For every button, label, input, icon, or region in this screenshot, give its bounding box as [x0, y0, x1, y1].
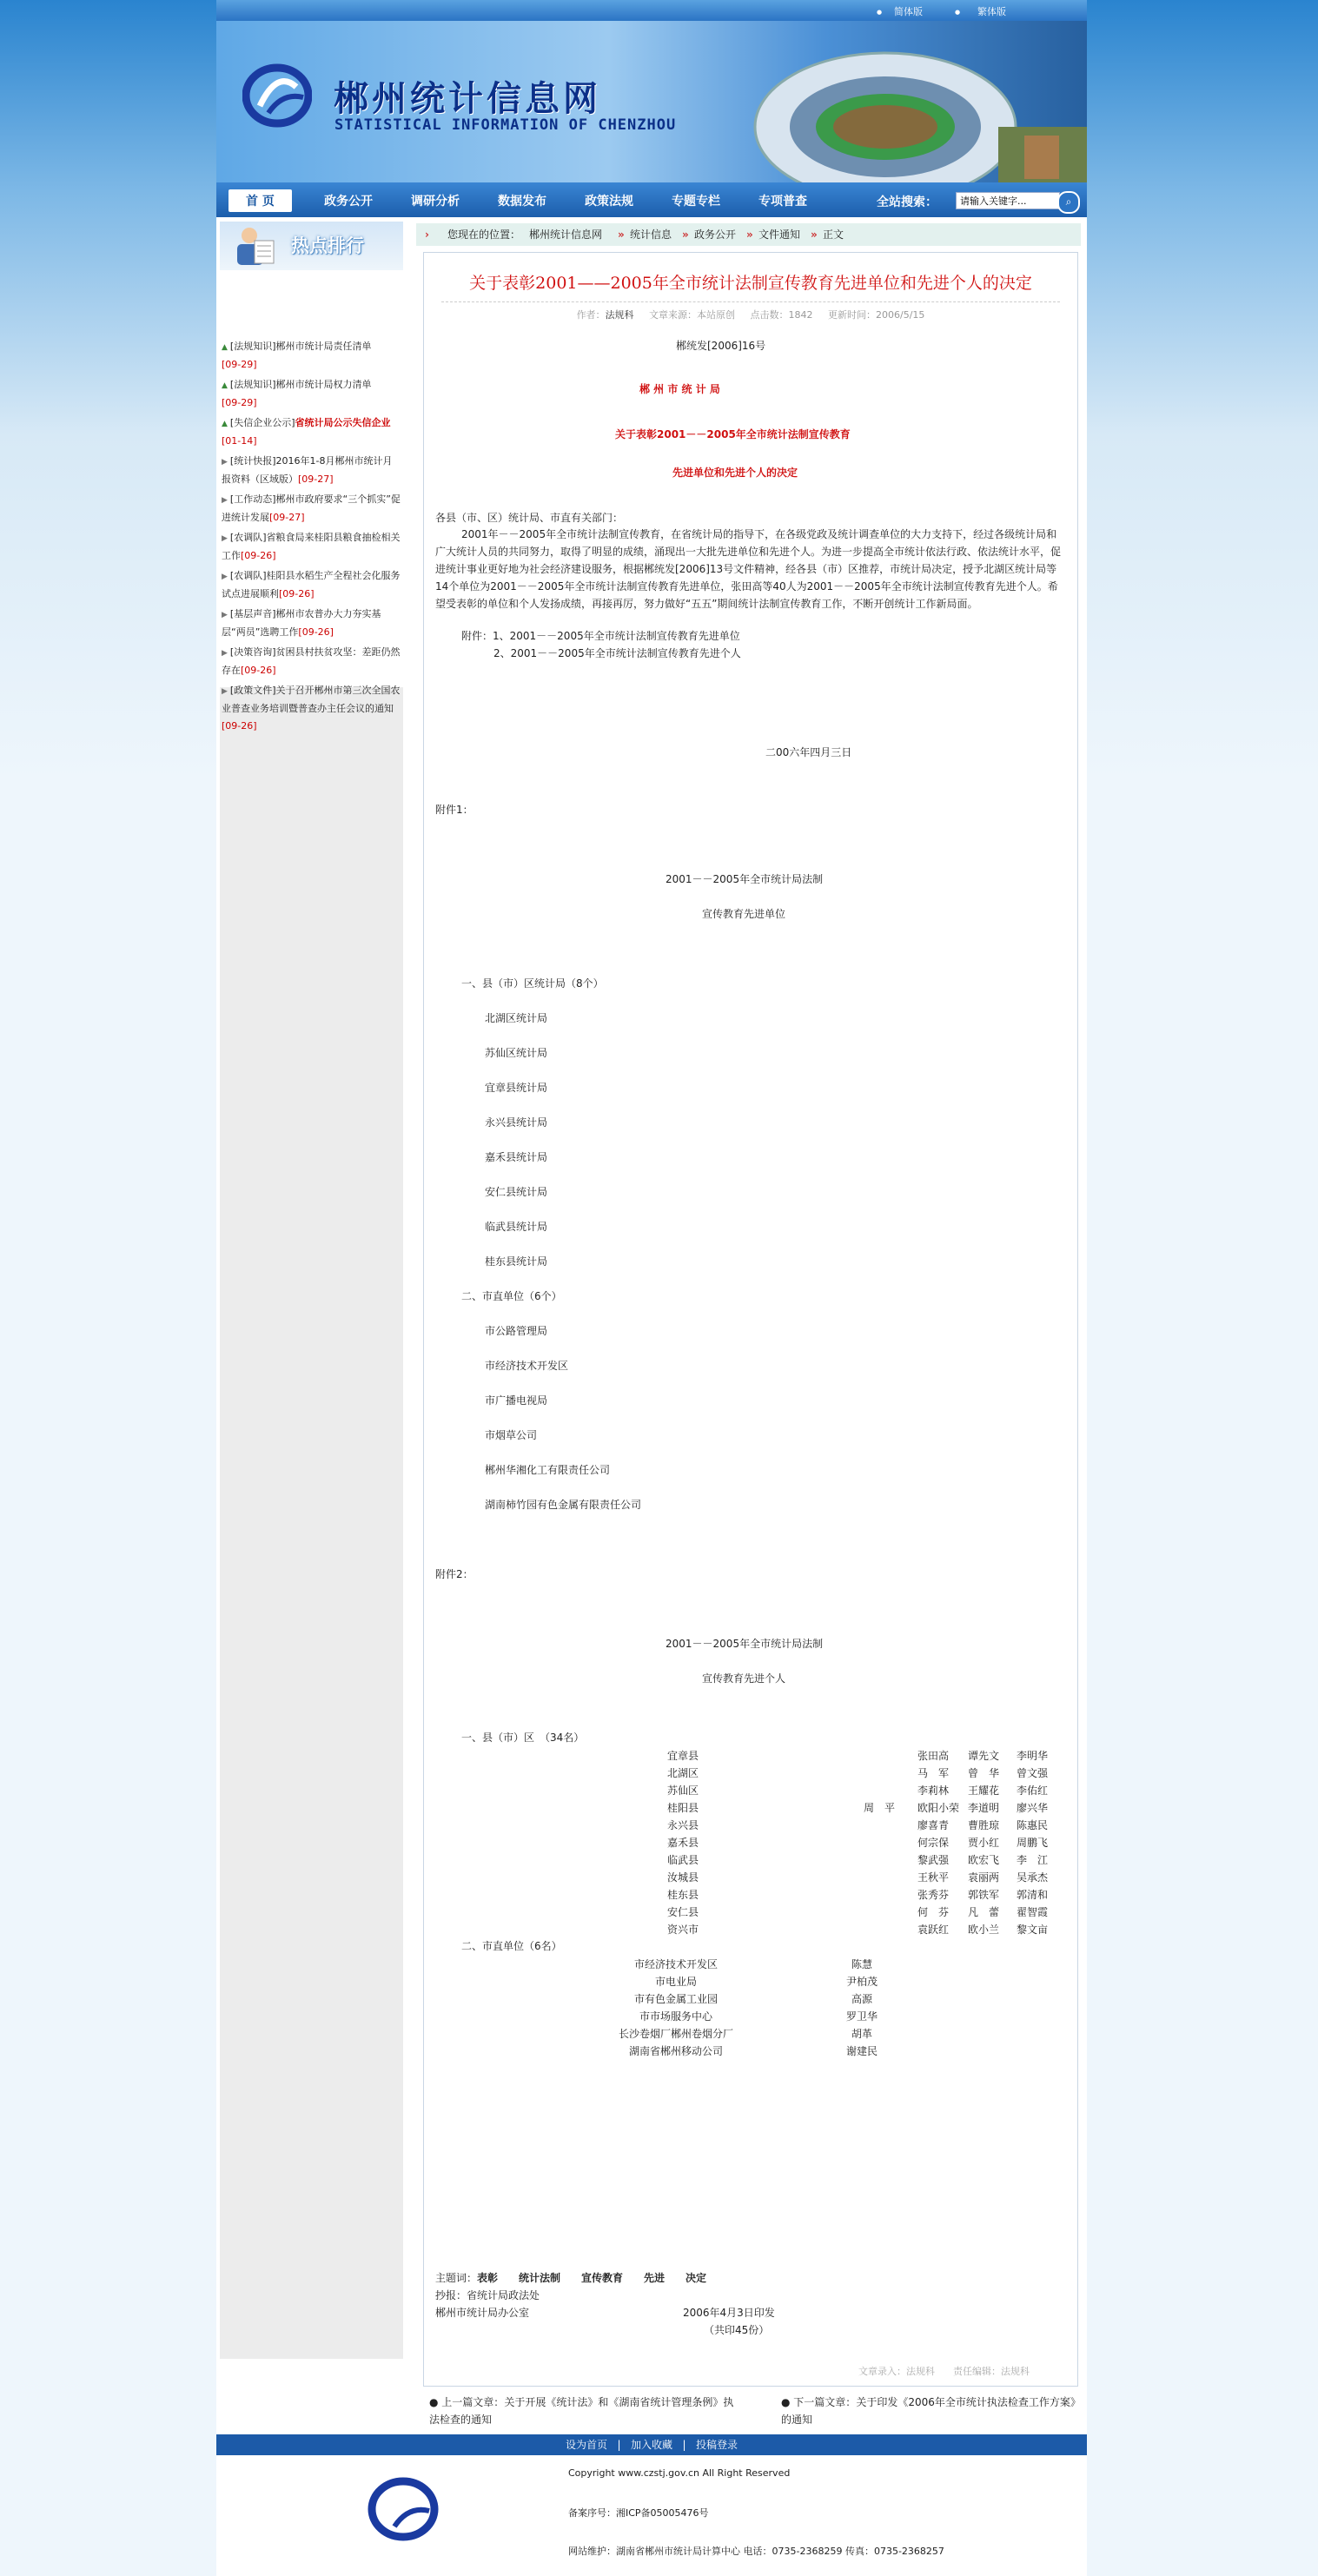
attachment-2-title-2: 宣传教育先进个人: [702, 1672, 786, 1685]
item-title: 关于召开郴州市第三次全国农业普查业务培训暨普查办主任会议的通知: [222, 685, 401, 714]
person-name: 李 江: [1017, 1854, 1049, 1866]
breadcrumb-item[interactable]: 文件通知: [758, 228, 801, 241]
item-date: [09-29]: [222, 397, 257, 408]
triangle-up-icon: ▲: [222, 381, 228, 390]
item-date: [09-26]: [279, 588, 315, 599]
person-name: [864, 1904, 895, 1921]
previous-article[interactable]: ● 上一篇文章：关于开展《统计法》和《湖南省统计管理条例》执法检查的通知: [429, 2396, 734, 2426]
nav-home[interactable]: 首 页: [228, 189, 292, 212]
person-name: 张秀芬: [917, 1889, 950, 1901]
maintainer-info: 网站维护：湖南省郴州市统计局计算中心 电话：0735-2368259 传真：0735-2368257: [568, 2546, 944, 2557]
item-title: 郴州市统计局责任清单: [275, 341, 372, 352]
person-name: [864, 1782, 895, 1799]
item-title: 贫困县村扶贫攻坚：差距仍然存在: [222, 646, 401, 676]
unit-names-column: [836, 1956, 888, 2060]
person-name: 李莉林: [917, 1785, 950, 1797]
item-category: [基层声音]: [229, 608, 276, 619]
updated-label: 更新时间：: [828, 309, 877, 321]
site-subtitle: STATISTICAL INFORMATION OF CHENZHOU: [334, 116, 677, 134]
header-banner: [216, 21, 1087, 182]
person-name: 凡 蕾: [968, 1906, 1000, 1918]
person-name: 李佑红: [1017, 1785, 1049, 1797]
item-category: [失信企业公示]: [229, 417, 295, 428]
attachment-1-title-2: 宣传教育先进单位: [702, 908, 786, 920]
article-meta: [424, 308, 1077, 321]
editor: 法规科: [1000, 2366, 1030, 2377]
main-navigation: [216, 182, 1087, 217]
author: 法规科: [605, 309, 634, 321]
triangle-right-icon: ▶: [222, 573, 228, 581]
breadcrumb-item[interactable]: 政务公开: [694, 228, 737, 241]
body-paragraph: 2001年－－2005年全市统计法制宣传教育，在省统计局的指导下，在各级党政及统计调查单位的大力支持下，经过各级统计局和广大统计人员的共同努力，取得了明显的成绩，涌现出一大批先进单位和先进个人。为进一步提高全市统计依法行政、依法统计水平，促进统计事业更好地为社会经济建设服务，根据郴统发[2006]13号文件精神，经各县（市）区推荐，市统计局决定，授予北湖区统计局等14个单位为2001－－2005年全市统计法制宣传教育先进单位，张田高等40人为2001－－2005年全市统计法制宣传教育先进个人。希望受表彰的单位和个人发扬成绩，再接再厉，努力做好“五五”期间统计法制宣传教育工作，不断开创统计工作新局面。: [435, 528, 1062, 610]
simplified-chinese-link[interactable]: 简体版: [894, 6, 923, 17]
heading-line-1: 关于表彰2001－－2005年全市统计法制宣传教育: [615, 428, 851, 440]
person-name: 何宗保: [917, 1837, 950, 1849]
person-name: 曾 华: [968, 1767, 1000, 1779]
double-arrow-icon: »: [682, 228, 689, 241]
divider: [441, 301, 1060, 302]
keywords-label: 主题词：: [435, 2272, 478, 2284]
breadcrumb-label: 您现在的位置：: [447, 228, 521, 241]
unit-name: 市经济技术开发区: [633, 1958, 718, 1970]
set-homepage-link[interactable]: 设为首页: [566, 2439, 608, 2451]
salutation: 各县（市、区）统计局、市直有关部门：: [435, 512, 624, 524]
attachment-1-title-1: 2001－－2005年全市统计局法制: [666, 873, 824, 885]
list-item[interactable]: [222, 682, 401, 735]
page-container: [216, 0, 1087, 2576]
unit-name: 市市场服务中心: [639, 2010, 712, 2023]
person-name: 罗卫华: [845, 2010, 878, 2023]
hot-ranking-title: 热点排行: [291, 235, 364, 256]
item-date: [09-27]: [269, 512, 305, 523]
item-category: [法规知识]: [229, 341, 276, 352]
attachment-2-title-1: 2001－－2005年全市统计局法制: [666, 1638, 824, 1650]
person-name: 贾小红: [968, 1837, 1000, 1849]
person-name: [864, 1886, 895, 1904]
attachment-1-label: 附件1：: [435, 804, 474, 816]
county-column: [667, 1747, 699, 1938]
triangle-right-icon: ▶: [222, 649, 228, 658]
list-item: 桂东县统计局: [485, 1255, 548, 1268]
list-item[interactable]: [222, 529, 401, 565]
person-name: [864, 1765, 895, 1782]
person-name: 何 芬: [917, 1906, 950, 1918]
person-name: 黎武强: [917, 1854, 950, 1866]
county-name: 嘉禾县: [667, 1837, 699, 1849]
county-name: 资兴市: [667, 1924, 699, 1936]
heading-line-2: 先进单位和先进个人的决定: [672, 467, 798, 479]
person-name: [864, 1817, 895, 1834]
attachment-2-label: 附件2：: [435, 1568, 474, 1580]
section-individuals-city-units: 二、市直单位（6名）: [461, 1940, 562, 1952]
names-column-c: [968, 1747, 999, 1938]
article-panel: [423, 252, 1078, 2387]
print-date: 2006年4月3日印发: [683, 2307, 775, 2319]
list-item: 苏仙区统计局: [485, 1047, 548, 1059]
person-name: [864, 1921, 895, 1938]
author-label: 作者：: [576, 309, 606, 321]
double-arrow-icon: »: [618, 228, 625, 241]
issuer: 郴 州 市 统 计 局: [639, 383, 720, 395]
item-date: [01-14]: [222, 435, 257, 447]
nav-special-census[interactable]: 专项普查: [758, 195, 807, 209]
person-name: 廖喜青: [917, 1819, 950, 1831]
sidebar: [220, 222, 403, 2359]
list-item: 市公路管理局: [485, 1325, 548, 1337]
item-date: [09-26]: [241, 550, 276, 561]
item-title: 省粮食局来桂阳县粮食抽检相关工作: [222, 532, 401, 561]
person-name: 马 军: [917, 1767, 950, 1779]
person-name: 袁跃红: [917, 1924, 950, 1936]
list-item: 市烟草公司: [485, 1429, 538, 1441]
person-name: 郭清和: [1017, 1889, 1049, 1901]
units-column: [598, 1956, 754, 2060]
section-city-units: 二、市直单位（6个）: [461, 1290, 562, 1302]
editor-label: 责任编辑：: [952, 2366, 1001, 2377]
footer-logo: [364, 2474, 442, 2544]
updated: 2006/5/15: [876, 309, 925, 321]
person-name: 翟智霞: [1017, 1906, 1049, 1918]
list-item[interactable]: [222, 414, 401, 450]
person-name: 胡革: [851, 2028, 872, 2040]
breadcrumb-item[interactable]: 统计信息: [630, 228, 672, 241]
person-name: 尹柏茂: [845, 1976, 878, 1988]
item-category: [政策文件]: [229, 685, 276, 696]
unit-name: 长沙卷烟厂郴州卷烟分厂: [618, 2028, 733, 2040]
hits-label: 点击数：: [750, 309, 789, 321]
previous-label: 上一篇文章：: [441, 2396, 505, 2408]
nav-research-analysis[interactable]: 调研分析: [411, 195, 460, 209]
stadium-image: [738, 31, 1087, 182]
person-name: [864, 1851, 895, 1869]
person-name: 李道明: [968, 1802, 1000, 1814]
person-name: 陈慧: [851, 1958, 872, 1970]
county-name: 宜章县: [667, 1750, 699, 1762]
copies: （共印45份）: [704, 2324, 770, 2336]
county-name: 苏仙区: [667, 1785, 699, 1797]
dot-separator-icon: ●: [955, 9, 961, 16]
triangle-up-icon: ▲: [222, 420, 228, 428]
item-category: [农调队]: [229, 532, 267, 543]
next-label: 下一篇文章：: [793, 2396, 857, 2408]
county-name: 安仁县: [667, 1906, 699, 1918]
person-name: 谭先文: [968, 1750, 1000, 1762]
county-name: 临武县: [667, 1854, 699, 1866]
list-item: 北湖区统计局: [485, 1012, 548, 1024]
item-category: [决策咨询]: [229, 646, 276, 658]
list-item: 宜章县统计局: [485, 1082, 548, 1094]
unit-name: 市电业局: [654, 1976, 697, 1988]
nav-policy-regulations[interactable]: 政策法规: [585, 195, 633, 209]
person-name: 欧宏飞: [968, 1854, 1000, 1866]
person-name: 王耀花: [968, 1785, 1000, 1797]
person-name: 黎文亩: [1017, 1924, 1049, 1936]
issue-date: 二00六年四月三日: [765, 746, 852, 758]
footer-links: 设为首页 | 加入收藏 | 投稿登录: [216, 2434, 1087, 2455]
list-item: 安仁县统计局: [485, 1186, 548, 1198]
item-category: [工作动态]: [229, 493, 276, 505]
section-individuals-counties: 一、县（市）区 （34名）: [461, 1732, 585, 1744]
page-background-left: [0, 0, 216, 2576]
person-name: 欧小兰: [968, 1924, 1000, 1936]
triangle-right-icon: ▶: [222, 611, 228, 619]
list-item: 郴州华湘化工有限责任公司: [485, 1464, 611, 1476]
hot-ranking-list: [220, 270, 403, 732]
list-item: 市广播电视局: [485, 1394, 548, 1407]
item-date: [09-27]: [298, 473, 334, 485]
nav-data-release[interactable]: 数据发布: [498, 195, 546, 209]
list-item: 市经济技术开发区: [485, 1360, 569, 1372]
list-item[interactable]: [222, 644, 401, 679]
person-name: 高源: [851, 1993, 872, 2005]
county-name: 桂东县: [667, 1889, 699, 1901]
copyright: Copyright www.czstj.gov.cn All Right Reserved: [568, 2467, 791, 2479]
top-bar: [216, 0, 1087, 21]
person-name: 谢建民: [845, 2045, 878, 2057]
list-item[interactable]: [222, 606, 401, 641]
nav-special-topics[interactable]: 专题专栏: [672, 195, 720, 209]
submit-login-link[interactable]: 投稿登录: [695, 2439, 738, 2451]
person-name: [864, 1869, 895, 1886]
breadcrumb: [416, 223, 1081, 246]
county-name: 北湖区: [667, 1767, 699, 1779]
person-name: 欧阳小荣: [917, 1802, 960, 1814]
person-name: 王秋平: [917, 1871, 950, 1884]
triangle-right-icon: ▶: [222, 687, 228, 696]
add-favorite-link[interactable]: 加入收藏: [630, 2439, 672, 2451]
person-name: 曹胜琼: [968, 1819, 1000, 1831]
office: 郴州市统计局办公室: [435, 2307, 530, 2319]
page-background-right: [1087, 0, 1318, 2576]
item-date: [09-26]: [241, 665, 276, 676]
document-number: 郴统发[2006]16号: [676, 340, 766, 352]
item-title: 省统计局公示失信企业: [295, 417, 391, 428]
person-name: 袁丽两: [968, 1871, 1000, 1884]
item-title: 郴州市农普办大力夯实基层“两员”选聘工作: [222, 608, 381, 638]
dot-separator-icon: ●: [877, 9, 883, 16]
person-name: 周鹏飞: [1017, 1837, 1049, 1849]
county-name: 汝城县: [667, 1871, 699, 1884]
triangle-right-icon: ▶: [222, 458, 228, 467]
person-name: 郭铁军: [968, 1889, 1000, 1901]
source: 本站原创: [697, 309, 736, 321]
search-button[interactable]: ⌕: [1057, 191, 1080, 214]
list-item[interactable]: [222, 491, 401, 526]
person-name: 曾文强: [1017, 1767, 1049, 1779]
item-title: 郴州市政府要求“三个抓实”促进统计发展: [222, 493, 401, 523]
next-article[interactable]: ● 下一篇文章：关于印发《2006年全市统计执法检查工作方案》的通知: [781, 2396, 1076, 2426]
section-counties: 一、县（市）区统计局（8个）: [461, 977, 604, 990]
breadcrumb-home[interactable]: 郴州统计信息网: [529, 228, 603, 241]
county-name: 永兴县: [667, 1819, 699, 1831]
article-title: 关于表彰2001——2005年全市统计法制宣传教育先进单位和先进个人的决定: [469, 274, 1032, 293]
triangle-right-icon: ▶: [222, 534, 228, 543]
person-name: 廖兴华: [1017, 1802, 1049, 1814]
item-category: [法规知识]: [229, 379, 276, 390]
person-name: 陈惠民: [1017, 1819, 1049, 1831]
next-link[interactable]: 关于印发《2006年全市统计执法检查工作方案》的通知: [781, 2396, 1076, 2426]
hits: 1842: [788, 309, 813, 321]
item-category: [农调队]: [229, 570, 267, 581]
icp-number: 备案序号：湘ICP备05005476号: [568, 2507, 709, 2519]
traditional-chinese-link[interactable]: 繁体版: [977, 6, 1006, 17]
list-item: 湖南柿竹园有色金属有限责任公司: [485, 1499, 642, 1511]
search-label: 全站搜索：: [877, 195, 937, 209]
arrow-icon: ›: [425, 228, 429, 241]
county-name: 桂阳县: [667, 1802, 699, 1814]
breadcrumb-current: 正文: [823, 228, 844, 241]
article-footer-meta: [858, 2364, 1030, 2378]
nav-government-affairs[interactable]: 政务公开: [324, 195, 373, 209]
unit-name: 湖南省郴州移动公司: [628, 2045, 723, 2057]
names-column-d: [1017, 1747, 1048, 1938]
triangle-up-icon: ▲: [222, 343, 228, 352]
previous-link[interactable]: 关于开展《统计法》和《湖南省统计管理条例》执法检查的通知: [429, 2396, 734, 2426]
list-item[interactable]: [222, 376, 401, 412]
site-logo: [242, 61, 312, 130]
entry: 法规科: [906, 2366, 935, 2377]
person-name: [864, 1834, 895, 1851]
person-name: 吴承杰: [1017, 1871, 1049, 1884]
item-date: [09-26]: [298, 626, 334, 638]
keywords: 表彰 统计法制 宣传教育 先进 决定: [477, 2272, 707, 2284]
list-item: 嘉禾县统计局: [485, 1151, 548, 1163]
names-column-a: [864, 1747, 895, 1938]
person-name: [864, 1747, 895, 1765]
source-label: 文章来源：: [649, 309, 698, 321]
footer: [216, 2455, 1087, 2576]
unit-name: 市有色金属工业园: [633, 1993, 718, 2005]
person-name: 张田高: [917, 1750, 950, 1762]
reader-icon: [230, 225, 279, 268]
item-title: 2016年1-8月郴州市统计月报资料（区域版）: [222, 455, 393, 485]
hot-ranking-header: [220, 222, 403, 270]
list-item[interactable]: [222, 453, 401, 488]
list-item: 临武县统计局: [485, 1221, 548, 1233]
double-arrow-icon: »: [811, 228, 818, 241]
attachment-list: 附件：1、2001－－2005年全市统计法制宣传教育先进单位: [461, 630, 740, 642]
list-item: 永兴县统计局: [485, 1116, 548, 1129]
attachment-list-2: 2、2001－－2005年全市统计法制宣传教育先进个人: [493, 647, 741, 659]
list-item[interactable]: [222, 338, 401, 374]
site-title: 郴州统计信息网: [334, 79, 601, 119]
double-arrow-icon: »: [746, 228, 753, 241]
person-name: 周 平: [864, 1802, 896, 1814]
cc-line: 抄报：省统计局政法处: [435, 2289, 540, 2301]
list-item[interactable]: [222, 567, 401, 603]
person-name: 李明华: [1017, 1750, 1049, 1762]
triangle-right-icon: ▶: [222, 496, 228, 505]
entry-label: 文章录入：: [858, 2366, 906, 2377]
item-title: 桂阳县水稻生产全程社会化服务试点进展顺利: [222, 570, 401, 599]
item-category: [统计快报]: [229, 455, 276, 467]
item-date: [09-26]: [222, 720, 257, 732]
names-column-b: [917, 1747, 959, 1938]
search-input[interactable]: [956, 192, 1060, 209]
item-date: [09-29]: [222, 359, 257, 370]
item-title: 郴州市统计局权力清单: [275, 379, 372, 390]
